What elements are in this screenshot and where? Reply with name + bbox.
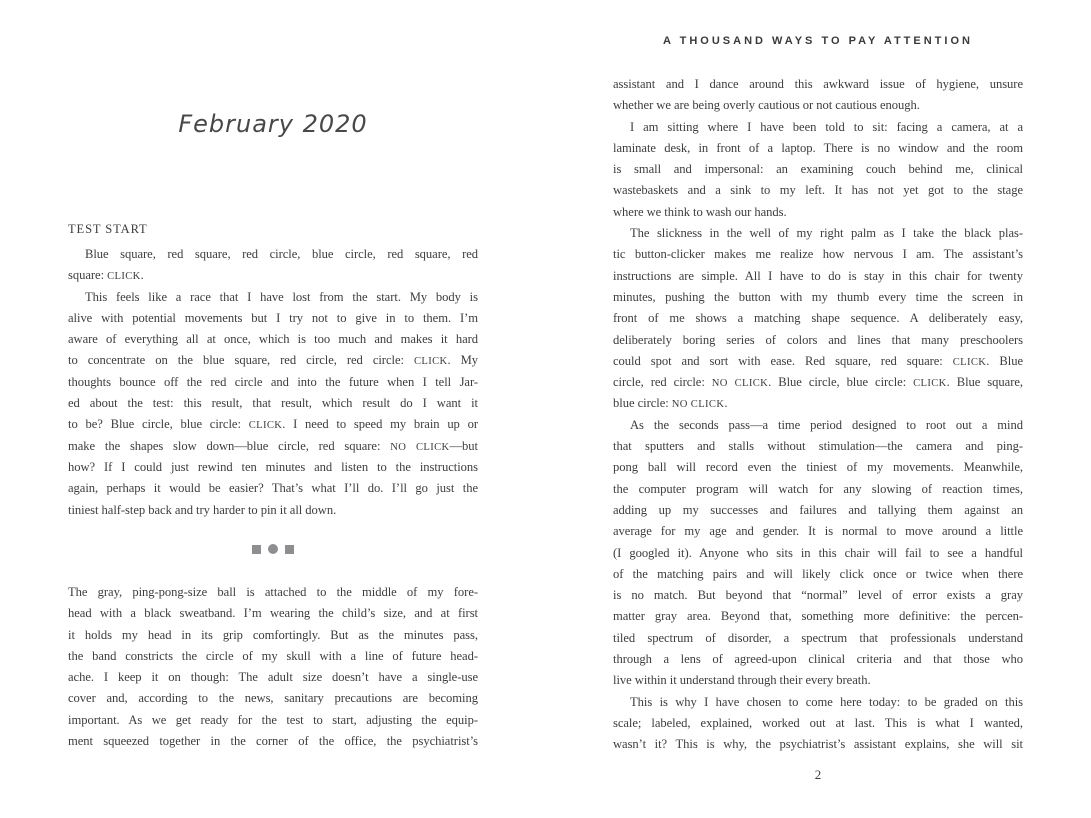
text-line: ment squeezed together in the corner of the office, the psychiatrist’s (68, 734, 478, 749)
paragraph (68, 582, 478, 752)
text-line: head with a black sweatband. I’m wearing the child’s size, and at first (68, 606, 478, 621)
chapter-title: February 2020 (178, 110, 368, 138)
text-line: pong ball will record even the tiniest of my movements. Meanwhile, (613, 460, 1023, 475)
text-line: aware of everything all at once, which is too much and makes it hard (68, 332, 478, 347)
text-line: make the shapes slow down—blue circle, red square: NO CLICK—but (68, 438, 478, 453)
text-line: to be? Blue circle, blue circle: CLICK. I need to speed my brain up or (68, 417, 478, 432)
text-line: tiniest half-step back and try harder to pin it all down. (68, 502, 337, 517)
text-line: matter gray area. Beyond that, something more definitive: the percen- (613, 609, 1023, 624)
text-line: live within it understand through their every breath. (613, 673, 871, 688)
left-text-block-after-break (68, 582, 478, 752)
text-line: cover and, according to the news, sanitary precautions are becoming (68, 691, 478, 706)
text-line: the computer program will watch for any slowing of reaction times, (613, 481, 1023, 496)
text-line: minutes, pushing the button with my thumb every time the screen in (613, 289, 1023, 304)
text-line: tiled spectrum of disorder, a spectrum that professionals understand (613, 630, 1023, 645)
text-line: whether we are being overly cautious or not cautious enough. (613, 98, 920, 113)
text-line: alive with potential movements but I try not to give in to them. I’m (68, 310, 478, 325)
text-line: is no match. But beyond that “normal” level of error exists a gray (613, 588, 1023, 603)
paragraph (613, 223, 1023, 415)
text-line: deliberately boring series of colors and lines that many preschoolers (613, 332, 1023, 347)
text-line: important. As we get ready for the test to start, adjusting the equip- (68, 712, 478, 727)
square-glyph (285, 545, 294, 554)
text-line: ed about the test: this result, that result, which result do I want it (68, 396, 478, 411)
circle-glyph (268, 544, 278, 554)
text-line: assistant and I dance around this awkward issue of hygiene, unsure (613, 77, 1023, 91)
text-line: is small and impersonal: an examining couch behind me, clinical (613, 162, 1023, 177)
text-line: scale; labeled, explained, worked out at last. This is what I wanted, (613, 715, 1023, 730)
text-line: where we think to wash our hands. (613, 204, 787, 219)
text-line: wastebaskets and a sink to my left. It has not yet got to the stage (613, 183, 1023, 198)
text-line: This is why I have chosen to come here today: to be graded on this (630, 694, 1023, 709)
text-line: average for my age and gender. It is normal to move around a little (613, 524, 1023, 539)
text-line: through a lens of agreed-upon clinical criteria and that those who (613, 652, 1023, 667)
text-line: again, perhaps it would be easier? That’s what I’ll do. I’ll go just the (68, 481, 478, 496)
text-line: As the seconds pass—a time period designed to root out a mind (630, 417, 1023, 432)
text-line: tic button-clicker makes me realize how nervous I am. The assistant’s (613, 247, 1023, 262)
text-line: ache. I keep it on though: The adult size doesn’t have a single-use (68, 670, 478, 685)
text-line: The slickness in the well of my right palm as I take the black plas- (630, 226, 1023, 241)
square-glyph (252, 545, 261, 554)
text-line: wasn’t it? This is why, the psychiatrist’s assistant explains, she will sit (613, 737, 1023, 752)
running-header: A THOUSAND WAYS TO PAY ATTENTION (663, 35, 973, 47)
text-line: The gray, ping-pong-size ball is attached to the middle of my fore- (68, 585, 478, 599)
text-line: blue circle: NO CLICK. (613, 396, 728, 411)
text-line: This feels like a race that I have lost from the start. My body is (85, 289, 478, 304)
text-line: that sputters and stalls without stimulation—the camera and ping- (613, 439, 1023, 454)
paragraph (68, 244, 478, 287)
section-label: TEST START (68, 222, 148, 236)
right-page (613, 0, 1023, 818)
text-line: front of me shows a matching shape sequence. A deliberately easy, (613, 311, 1023, 326)
text-line: could spot and sort with ease. Red square, red square: CLICK. Blue (613, 353, 1023, 368)
paragraph (68, 287, 478, 521)
text-line: how? If I could just rewind ten minutes and listen to the instructions (68, 459, 478, 474)
left-text-block (68, 244, 478, 521)
paragraph (613, 415, 1023, 692)
paragraph (613, 117, 1023, 223)
text-line: to concentrate on the blue square, red circle, red circle: CLICK. My (68, 353, 478, 368)
paragraph (613, 74, 1023, 117)
text-line: thoughts bounce off the red circle and into the future when I tell Jar- (68, 374, 478, 389)
text-line: it holds my head in its grip comfortingly. But as the minutes pass, (68, 627, 478, 642)
text-line: adding up my successes and failures and tallying them against an (613, 502, 1023, 517)
left-page (68, 0, 478, 818)
text-line: the band constricts the circle of my skull with a line of future head- (68, 648, 478, 663)
right-text-block (613, 74, 1023, 756)
paragraph (613, 692, 1023, 756)
text-line: square: CLICK. (68, 268, 144, 283)
text-line: Blue square, red square, red circle, blue circle, red square, red (85, 247, 478, 261)
text-line: (I googled it). Anyone who sits in this chair will fail to see a handful (613, 545, 1023, 560)
text-line: I am sitting where I have been told to sit: facing a camera, at a (630, 119, 1023, 134)
text-line: circle, red circle: NO CLICK. Blue circle, blue circle: CLICK. Blue square, (613, 375, 1023, 390)
text-line: instructions are simple. All I have to do is stay in this chair for twenty (613, 268, 1023, 283)
text-line: laminate desk, in front of a laptop. There is no window and the room (613, 140, 1023, 155)
page-number: 2 (814, 767, 822, 782)
section-break-ornament (68, 544, 478, 554)
text-line: of the matching pairs and will likely click once or twice when there (613, 566, 1023, 581)
